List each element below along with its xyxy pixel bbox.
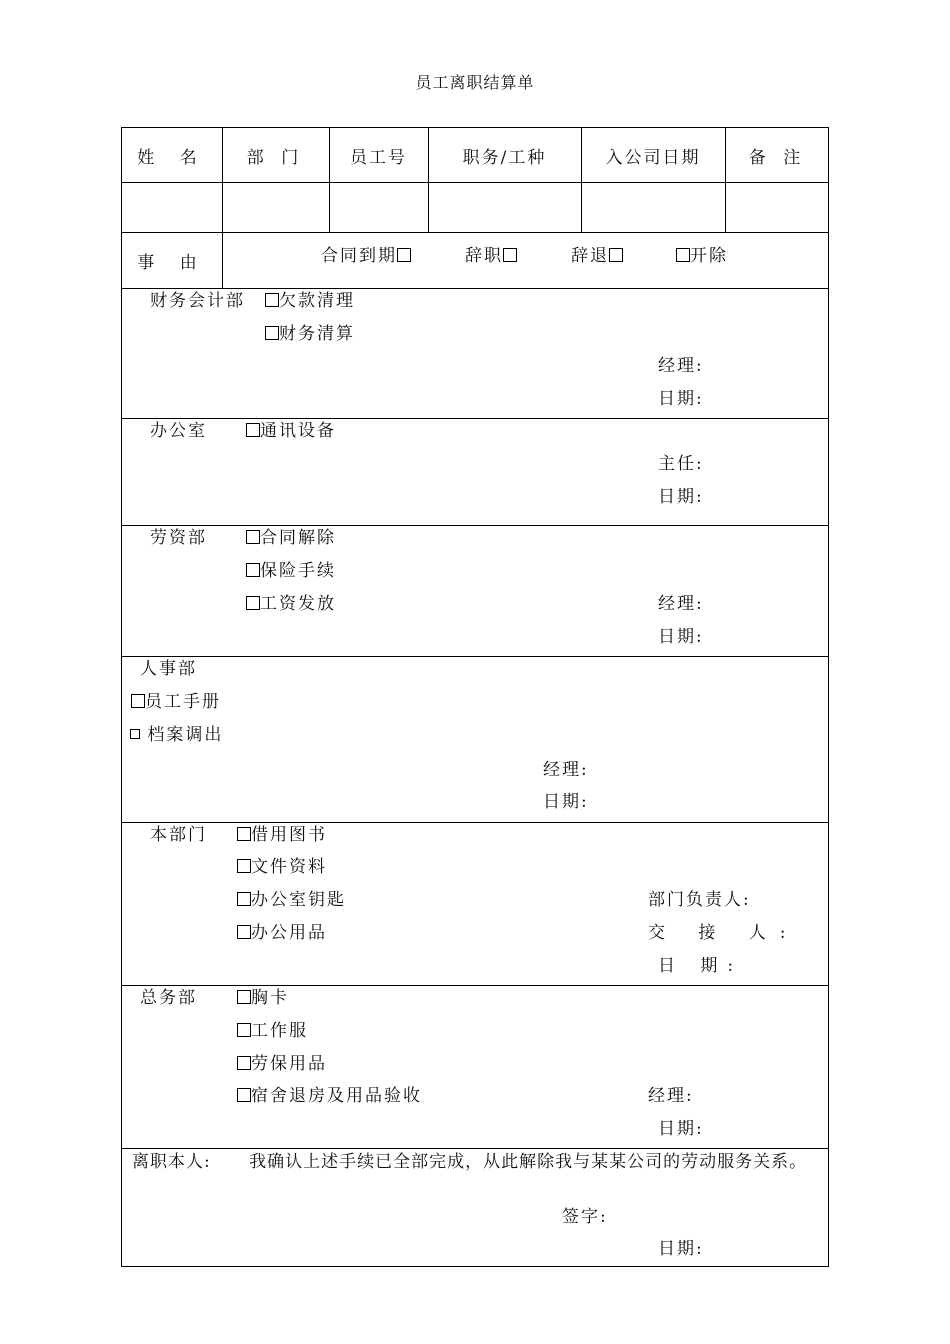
hr-item[interactable]: 员工手册 (131, 692, 221, 712)
dept-item[interactable]: 办公室钥匙 (237, 890, 346, 910)
labor-item[interactable]: 保险手续 (246, 561, 336, 581)
dept-handover-sign: 交 接 人: (648, 923, 800, 943)
checkbox-icon[interactable] (131, 694, 145, 708)
divider (122, 288, 828, 289)
remarks-input-cell[interactable] (726, 183, 830, 232)
checkbox-icon[interactable] (237, 859, 251, 873)
labor-date: 日期: (658, 627, 704, 647)
header-join-date: 入公司日期 (605, 147, 701, 168)
checkbox-icon[interactable] (237, 827, 251, 841)
labor-section-title: 劳资部 (150, 528, 207, 548)
divider (122, 418, 828, 419)
finance-date: 日期: (658, 389, 704, 409)
checkbox-icon[interactable] (246, 563, 260, 577)
dept-item[interactable]: 文件资料 (237, 857, 327, 877)
checkbox-icon[interactable] (237, 1056, 251, 1070)
dept-item[interactable]: 办公用品 (237, 923, 327, 943)
employee-date: 日期: (658, 1239, 704, 1259)
checkbox-icon[interactable] (676, 248, 690, 262)
general-item[interactable]: 劳保用品 (237, 1054, 327, 1074)
dept-section-title: 本部门 (150, 825, 207, 845)
reason-resignation[interactable]: 辞职 (465, 246, 517, 266)
divider (122, 1148, 828, 1149)
general-manager-sign: 经理: (648, 1086, 694, 1106)
checkbox-icon[interactable] (237, 892, 251, 906)
hr-manager-sign: 经理: (543, 760, 589, 780)
checkbox-icon[interactable] (246, 423, 260, 437)
join-date-input-cell[interactable] (582, 183, 725, 232)
header-position: 职务/工种 (462, 147, 547, 168)
checkbox-icon[interactable] (246, 530, 260, 544)
general-item[interactable]: 胸卡 (237, 988, 289, 1008)
finance-item[interactable]: 财务清算 (265, 324, 355, 344)
employee-id-input-cell[interactable] (330, 183, 428, 232)
header-employee-id: 员工号 (350, 147, 407, 168)
hr-item[interactable]: 档案调出 (130, 725, 223, 745)
general-section-title: 总务部 (140, 988, 197, 1008)
general-date: 日期: (658, 1119, 704, 1139)
separation-settlement-form (121, 127, 829, 1267)
reason-dismissal[interactable]: 辞退 (571, 246, 623, 266)
finance-item[interactable]: 欠款清理 (265, 291, 355, 311)
general-item[interactable]: 宿舍退房及用品验收 (237, 1086, 422, 1106)
checkbox-icon[interactable] (503, 248, 517, 262)
checkbox-icon[interactable] (265, 326, 279, 340)
divider (122, 985, 828, 986)
employee-signature: 签字: (562, 1207, 608, 1227)
labor-item[interactable]: 工资发放 (246, 594, 336, 614)
checkbox-icon[interactable] (130, 729, 140, 739)
checkbox-icon[interactable] (237, 925, 251, 939)
checkbox-icon[interactable] (397, 248, 411, 262)
name-input-cell[interactable] (122, 183, 222, 232)
divider (122, 232, 828, 233)
finance-manager-sign: 经理: (658, 356, 704, 376)
header-remarks: 备 注 (748, 147, 807, 168)
divider (122, 525, 828, 526)
divider (122, 822, 828, 823)
office-date: 日期: (658, 487, 704, 507)
header-name: 姓 名 (137, 147, 207, 168)
employee-confirmation (132, 1152, 822, 1173)
employee-statement: 我确认上述手续已全部完成，从此解除我与某某公司的劳动服务关系。 (249, 1152, 808, 1172)
reason-expulsion[interactable]: 开除 (676, 246, 728, 266)
reason-contract-expiry[interactable]: 合同到期 (321, 246, 411, 266)
checkbox-icon[interactable] (237, 1088, 251, 1102)
labor-item[interactable]: 合同解除 (246, 528, 336, 548)
labor-manager-sign: 经理: (658, 594, 704, 614)
divider (122, 656, 828, 657)
office-item[interactable]: 通讯设备 (246, 421, 336, 441)
header-department: 部 门 (246, 147, 305, 168)
hr-date: 日期: (543, 792, 589, 812)
checkbox-icon[interactable] (609, 248, 623, 262)
dept-head-sign: 部门负责人: (648, 890, 751, 910)
office-director-sign: 主任: (658, 454, 704, 474)
department-input-cell[interactable] (223, 183, 329, 232)
form-title: 员工离职结算单 (415, 73, 535, 92)
finance-section-title: 财务会计部 (150, 291, 245, 311)
general-item[interactable]: 工作服 (237, 1021, 308, 1041)
reason-label: 事 由 (137, 252, 207, 273)
checkbox-icon[interactable] (237, 990, 251, 1004)
dept-date: 日 期: (658, 956, 744, 976)
checkbox-icon[interactable] (246, 596, 260, 610)
checkbox-icon[interactable] (265, 293, 279, 307)
employee-label: 离职本人: (132, 1152, 211, 1172)
column-divider (222, 232, 223, 288)
hr-section-title: 人事部 (140, 659, 197, 679)
office-section-title: 办公室 (150, 421, 207, 441)
position-input-cell[interactable] (429, 183, 581, 232)
dept-item[interactable]: 借用图书 (237, 825, 327, 845)
checkbox-icon[interactable] (237, 1023, 251, 1037)
